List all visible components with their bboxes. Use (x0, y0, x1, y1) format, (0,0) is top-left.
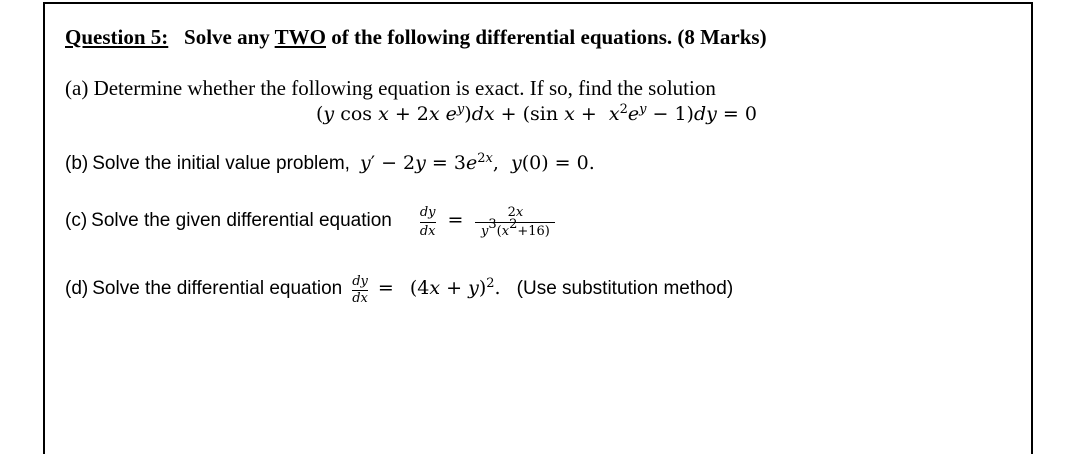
part-b-equation: $y' - 2y = 3e^{2x}$, y(0) = 0. (359, 150, 595, 174)
part-d-text: Solve the differential equation (92, 278, 343, 299)
part-a-equation: (y cos x + 2x $e^y)dx + (\sin$ $x + x^2e^y - 1)dy = 0$ (316, 101, 757, 125)
part-d-equation: $(4x + y)^2$. (403, 275, 513, 299)
part-d-derivative-fraction: $\frac{dy}{dx}$ (352, 273, 368, 306)
part-b-text: Solve the initial value problem, (92, 153, 350, 174)
part-b-statement (65, 150, 595, 178)
part-c-statement: (c) Solve the given differential equation $\frac{dy}{dx}$ = $\frac{2x}{y^3(x^2+16)}$ (65, 200, 555, 242)
part-a-statement (65, 75, 716, 101)
part-a-label: (a) (65, 76, 89, 100)
part-d-note: (Use substitution method) (516, 278, 734, 299)
question-number: Question 5: (65, 25, 169, 49)
part-c-label: (c) (65, 210, 88, 231)
question-intro-emphasis: TWO (274, 25, 326, 49)
part-c-rhs-fraction: $\frac{2x}{y^3(x^2+16)}$ (475, 205, 555, 240)
part-b-label: (b) (65, 153, 89, 174)
part-c-derivative-fraction: $\frac{dy}{dx}$ (419, 204, 436, 239)
part-d-label: (d) (65, 278, 89, 299)
question-heading (65, 24, 767, 50)
part-a-text: Determine whether the following equation is exact. If so, find the solution (93, 76, 716, 100)
question-intro-before: Solve any (184, 25, 275, 49)
question-intro-after: of the following differential equations. (8 Marks) (326, 25, 767, 49)
part-c-text: Solve the given differential equation (91, 210, 392, 231)
part-d-statement: (d) Solve the differential equation $\frac{dy}{dx}$ = $(4x + y)^2$. (Use substitution method) (65, 273, 734, 306)
